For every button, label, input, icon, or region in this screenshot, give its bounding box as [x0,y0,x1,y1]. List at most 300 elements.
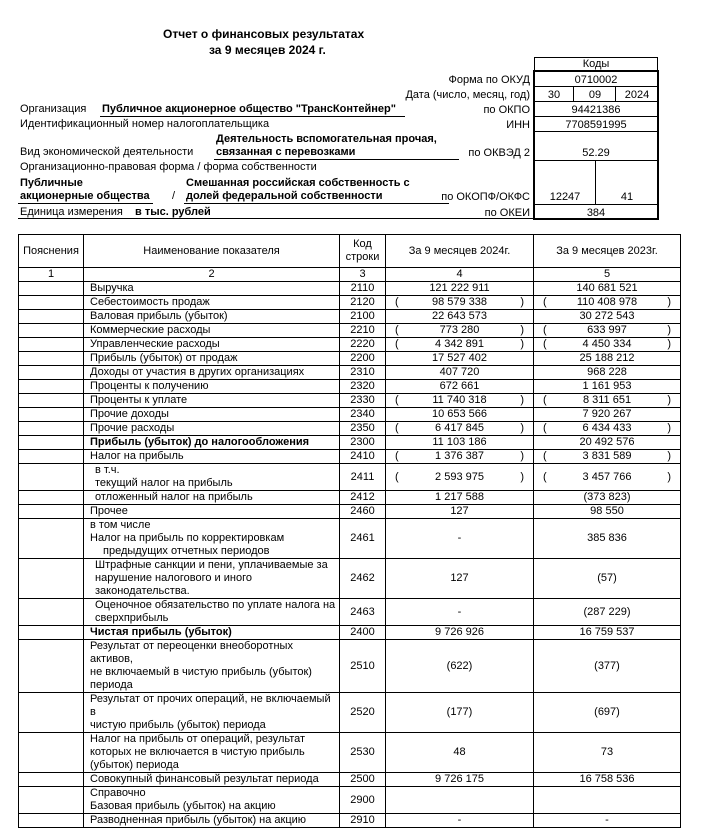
value-text: 98 579 338 [431,296,488,308]
row-name-line: (убыток) периода [90,759,179,771]
divider [534,116,658,117]
row-notes [19,394,84,408]
row-value-cur [386,787,534,814]
activity-label: Вид экономической деятельности [20,146,194,158]
row-name-line: Результат от переоценки внеоборотных активов, [90,640,293,665]
row-name-line: которых не включается в чистую прибыль [90,746,305,758]
divider [534,160,658,161]
date-day: 30 [547,89,561,101]
row-notes [19,324,84,338]
row-notes [19,338,84,352]
value-text: 7 920 267 [582,408,632,420]
okpo-label: по ОКПО [483,104,530,116]
table-row [19,491,681,505]
row-name-line: Выручка [90,282,134,294]
table-row [19,380,681,394]
row-value-cur [386,491,534,505]
table-row [19,640,681,693]
open-paren: ( [543,470,547,483]
row-name-line: Прочее [90,505,128,517]
row-value-prev [534,366,681,380]
row-name-line: законодательства. [95,585,190,597]
row-value-cur [386,408,534,422]
row-notes [19,640,84,693]
row-value-prev [534,773,681,787]
row-notes [19,814,84,828]
org-name: Публичное акционерное общество "ТрансКонтейнер" [102,103,396,115]
row-notes [19,366,84,380]
row-code: 2463 [340,599,386,626]
row-notes [19,450,84,464]
row-value-cur [386,733,534,773]
row-name-line: Результат от прочих операций, не включаемый в [90,693,331,718]
row-name [84,491,340,505]
value-text: 2 593 975 [435,470,484,483]
value-text: (57) [597,572,617,584]
close-paren: ) [667,394,671,406]
row-name-line: Чистая прибыль (убыток) [90,626,232,638]
codes-header-cell [534,57,658,71]
row-name [84,559,340,599]
row-notes [19,422,84,436]
row-value-prev [534,787,681,814]
row-name-line: периода [90,679,133,691]
row-name [84,450,340,464]
table-row [19,599,681,626]
okpo-value: 94421386 [571,104,621,116]
row-value-cur [386,436,534,450]
row-name [84,352,340,366]
row-code: 2910 [340,814,386,828]
row-value-cur [386,464,534,491]
row-notes [19,464,84,491]
value-text: - [457,605,462,618]
row-name-line: нарушение налогового и иного [95,572,252,584]
table-row [19,422,681,436]
close-paren: ) [520,470,524,483]
underline [18,218,533,219]
inn-value: 7708591995 [565,119,627,131]
row-code: 2300 [340,436,386,450]
okud-label: Форма по ОКУД [448,74,530,86]
row-name-line: Справочно [90,787,146,799]
row-code: 2320 [340,380,386,394]
form-line2: акционерные общества [20,190,150,202]
row-value-prev [534,814,681,828]
row-notes [19,491,84,505]
form-label: Организационно-правовая форма / форма собственности [20,161,317,173]
value-text: 8 311 651 [582,394,632,406]
table-row [19,787,681,814]
date-month: 09 [588,89,602,101]
divider [534,131,658,132]
value-text: (377) [594,659,620,672]
row-name-line: Валовая прибыль (убыток) [90,310,228,322]
row-name [84,787,340,814]
value-text: 385 836 [587,532,627,544]
close-paren: ) [667,470,671,483]
value-text: 127 [450,505,469,517]
close-paren: ) [520,296,524,308]
row-name [84,338,340,352]
row-value-prev [534,324,681,338]
col-notes-header: Пояснения [19,235,84,268]
table-row [19,450,681,464]
underline [214,159,459,160]
activity-line2: связанная с перевозками [216,146,356,158]
value-text: 11 740 318 [432,394,487,406]
value-text: 3 457 766 [582,470,632,483]
row-code: 2462 [340,559,386,599]
row-notes [19,505,84,519]
row-name-line: в том числе [90,519,151,531]
col-number: 4 [386,268,534,282]
value-text: 4 342 891 [435,338,484,350]
value-text: (622) [446,659,473,672]
unit-value: в тыс. рублей [135,206,211,218]
open-paren: ( [395,450,399,462]
row-name-line: Налог на прибыль от операций, результат [90,733,306,745]
column-number-row [19,268,681,282]
row-value-cur [386,773,534,787]
row-value-cur [386,640,534,693]
row-name-line: Совокупный финансовый результат периода [90,773,319,785]
row-notes [19,559,84,599]
close-paren: ) [520,450,524,462]
row-value-cur [386,282,534,296]
row-name-line: Проценты к получению [90,380,209,392]
row-name [84,733,340,773]
row-name [84,380,340,394]
row-value-cur [386,814,534,828]
value-text: 140 681 521 [576,282,638,294]
value-text: 4 450 334 [582,338,632,350]
open-paren: ( [543,338,547,350]
row-code: 2520 [340,693,386,733]
col-number: 1 [19,268,84,282]
value-text: 73 [600,746,614,758]
row-value-prev [534,505,681,519]
row-code: 2120 [340,296,386,310]
table-row [19,693,681,733]
codes-header: Коды [582,58,610,70]
value-text: 1 161 953 [582,380,632,392]
row-value-cur [386,519,534,559]
col-number: 2 [84,268,340,282]
row-name-line: не включаемый в чистую прибыль (убыток) [90,666,312,678]
row-code: 2410 [340,450,386,464]
value-text: 30 272 543 [579,310,635,322]
table-row [19,282,681,296]
row-name [84,408,340,422]
row-value-prev [534,436,681,450]
row-value-prev [534,408,681,422]
row-name-line: Прибыль (убыток) до налогообложения [90,436,310,448]
row-value-prev [534,491,681,505]
ownership-line2: долей федеральной собственности [186,190,383,202]
report-title: Отчет о финансовых результатах [163,27,365,41]
row-value-cur [386,626,534,640]
divider [615,86,616,101]
row-name-line: Себестоимость продаж [90,296,210,308]
row-name [84,324,340,338]
row-value-prev [534,450,681,464]
inn-label: Идентификационный номер налогоплательщика [20,118,270,130]
row-value-cur [386,296,534,310]
open-paren: ( [543,450,547,462]
underline [18,203,153,204]
row-value-prev [534,693,681,733]
row-notes [19,352,84,366]
row-value-cur [386,599,534,626]
row-notes [19,773,84,787]
row-name [84,464,340,491]
close-paren: ) [667,296,671,308]
row-notes [19,282,84,296]
row-name-line: Оценочное обязательство по уплате налога на [95,599,336,611]
row-notes [19,380,84,394]
row-code: 2461 [340,519,386,559]
row-notes [19,296,84,310]
row-code: 2330 [340,394,386,408]
ownership-line1: Смешанная российская собственность с [186,177,410,189]
close-paren: ) [667,324,671,336]
row-code: 2460 [340,505,386,519]
row-notes [19,787,84,814]
col-name-header: Наименование показателя [84,235,340,268]
row-value-cur [386,366,534,380]
okved-value: 52.29 [582,147,610,159]
row-code: 2500 [340,773,386,787]
row-notes [19,436,84,450]
report-period: за 9 месяцев 2024 г. [209,43,326,57]
row-name-line: Разводненная прибыль (убыток) на акцию [90,814,307,826]
col-number: 5 [534,268,681,282]
value-text: 16 758 536 [579,773,635,785]
row-code: 2510 [340,640,386,693]
row-value-cur [386,310,534,324]
row-name-line: Прибыль (убыток) от продаж [90,352,238,364]
row-code: 2412 [340,491,386,505]
row-code: 2400 [340,626,386,640]
value-text: 672 661 [439,380,480,392]
row-code: 2110 [340,282,386,296]
date-year: 2024 [624,89,650,101]
row-name-line: Прочие доходы [90,408,169,420]
row-value-prev [534,394,681,408]
row-name [84,814,340,828]
table-row [19,310,681,324]
value-text: 127 [450,572,469,584]
table-row [19,464,681,491]
okfs-value: 41 [620,191,634,203]
row-code: 2200 [340,352,386,366]
value-text: 1 217 588 [435,491,484,503]
row-name [84,436,340,450]
close-paren: ) [667,450,671,462]
divider [534,86,658,87]
row-code: 2900 [340,787,386,814]
table-row [19,814,681,828]
row-name [84,282,340,296]
value-text: - [605,814,609,826]
row-name [84,693,340,733]
row-value-cur [386,505,534,519]
row-name-line: Штрафные санкции и пени, уплачиваемые за [95,559,328,571]
close-paren: ) [520,422,524,434]
row-code: 2530 [340,733,386,773]
unit-label: Единица измерения [20,206,123,218]
row-value-prev [534,519,681,559]
divider [595,160,596,204]
table-row [19,296,681,310]
activity-line1: Деятельность вспомогательная прочая, [216,133,437,145]
value-text: (177) [446,706,473,718]
open-paren: ( [543,394,547,406]
row-notes [19,519,84,559]
row-name-line: отложенный налог на прибыль [95,491,253,503]
row-value-cur [386,394,534,408]
row-name [84,505,340,519]
row-name-line: Базовая прибыль (убыток) на акцию [90,800,276,812]
close-paren: ) [520,394,524,406]
row-name-line: в т.ч. [95,464,120,476]
row-value-cur [386,693,534,733]
row-notes [19,733,84,773]
row-name [84,773,340,787]
table-row [19,408,681,422]
col-code-header: Код строки [340,235,386,268]
value-text: 25 188 212 [579,352,635,364]
open-paren: ( [395,324,399,336]
row-code: 2210 [340,324,386,338]
row-value-cur [386,324,534,338]
table-row [19,505,681,519]
row-notes [19,693,84,733]
table-row [19,519,681,559]
open-paren: ( [543,422,547,434]
value-text: (697) [594,706,620,718]
row-name-line: Налог на прибыль [90,450,184,462]
open-paren: ( [395,338,399,350]
row-value-prev [534,422,681,436]
open-paren: ( [395,394,399,406]
row-value-prev [534,296,681,310]
date-label: Дата (число, месяц, год) [405,89,530,101]
row-name [84,519,340,559]
row-value-cur [386,450,534,464]
row-name-line: Проценты к уплате [90,394,188,406]
close-paren: ) [667,422,671,434]
value-text: 10 653 566 [431,408,488,420]
row-name-line: Прочие расходы [90,422,175,434]
value-text: 773 280 [439,324,480,336]
open-paren: ( [543,296,547,308]
row-value-prev [534,640,681,693]
close-paren: ) [667,338,671,350]
value-text: - [457,532,462,544]
value-text: 110 408 978 [576,296,638,308]
row-value-prev [534,338,681,352]
value-text: 3 831 589 [582,450,632,462]
value-text: (373 823) [583,491,631,503]
table-row [19,394,681,408]
row-notes [19,408,84,422]
value-text: 968 228 [587,366,627,378]
table-row [19,352,681,366]
row-value-prev [534,310,681,324]
underline [100,116,405,117]
row-name [84,422,340,436]
open-paren: ( [395,470,399,483]
divider [573,86,574,101]
table-row [19,626,681,640]
row-code: 2220 [340,338,386,352]
row-name [84,394,340,408]
value-text: 20 492 576 [579,436,635,448]
inn-code-label: ИНН [506,119,530,131]
row-value-prev [534,380,681,394]
value-text: 48 [453,746,466,758]
row-value-prev [534,626,681,640]
row-name [84,599,340,626]
open-paren: ( [395,296,399,308]
okopf-value: 12247 [549,191,581,203]
row-name [84,640,340,693]
value-text: 6 434 433 [582,422,632,434]
table-header-row [19,235,681,268]
okopf-label: по ОКОПФ/ОКФС [441,191,530,203]
row-value-prev [534,464,681,491]
row-notes [19,599,84,626]
row-name-line: Управленческие расходы [90,338,220,350]
col-number: 3 [340,268,386,282]
row-name [84,296,340,310]
row-name-line: предыдущих отчетных периодов [103,545,270,557]
row-name [84,366,340,380]
table-row [19,338,681,352]
row-name-line: сверхприбыль [95,612,169,624]
table-row [19,733,681,773]
row-value-prev [534,352,681,366]
value-text: 17 527 402 [431,352,488,364]
row-value-prev [534,559,681,599]
value-text: 9 726 175 [435,773,484,785]
value-text: 98 550 [590,505,624,517]
row-notes [19,310,84,324]
row-name-line: текущий налог на прибыль [95,477,233,489]
okei-label: по ОКЕИ [484,207,530,219]
col-prev-header: За 9 месяцев 2023г. [534,235,681,268]
okud-value: 0710002 [574,74,618,86]
row-notes [19,626,84,640]
row-name-line: Налог на прибыль по корректировкам [90,532,285,544]
row-code: 2100 [340,310,386,324]
form-slash: / [172,190,176,202]
row-name-line: чистую прибыль (убыток) периода [90,719,266,731]
form-line1: Публичные [20,177,83,189]
table-row [19,559,681,599]
row-value-prev [534,282,681,296]
table-row [19,324,681,338]
table-row [19,436,681,450]
value-text: 6 417 845 [435,422,484,434]
value-text: 121 222 911 [429,282,490,294]
row-name-line: Доходы от участия в других организациях [90,366,305,378]
value-text: - [457,814,462,826]
open-paren: ( [543,324,547,336]
close-paren: ) [520,338,524,350]
